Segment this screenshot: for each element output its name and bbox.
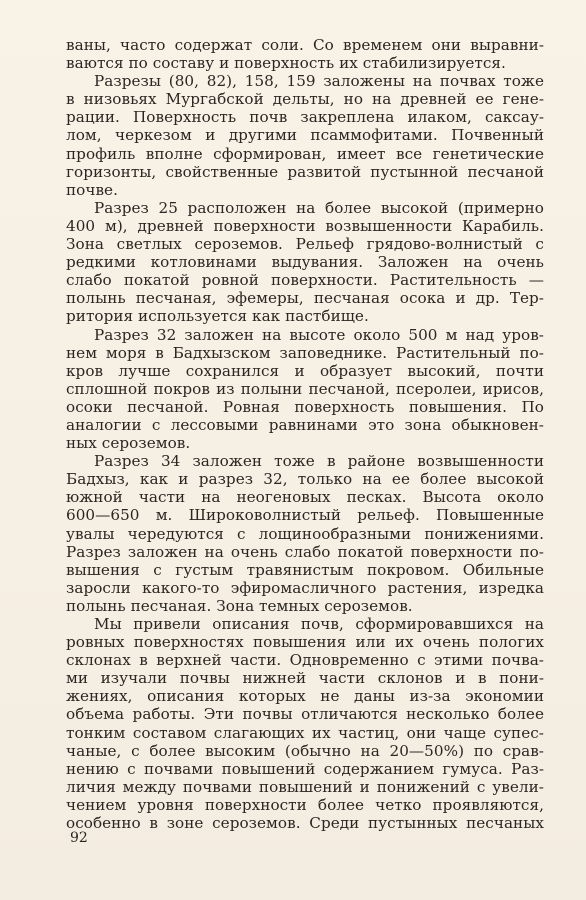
text-line: чением уровня поверхности более четко проявляются, — [66, 795, 544, 814]
text-line: нению с почвами повышений содержанием гумуса. Раз- — [66, 759, 544, 778]
text-line: ваны, часто содержат соли. Со временем они выравни- — [66, 36, 544, 54]
text-line: Мы привели описания почв, сформировавшихся на — [94, 615, 544, 633]
text-line: полынь песчаная. Зона темных сероземов. — [66, 596, 413, 615]
body-text — [66, 36, 544, 832]
text-line: в низовьях Мургабской дельты, но на древней ее гене- — [66, 90, 544, 109]
text-line: рации. Поверхность почв закреплена илаком, саксау- — [66, 108, 544, 127]
text-line: южной части на неогеновых песках. Высота около — [66, 488, 544, 507]
text-line: Бадхыз, как и разрез 32, только на ее более высокой — [66, 470, 544, 489]
text-line: редкими котловинами выдувания. Заложен на очень — [66, 253, 544, 272]
text-line: ровных поверхностях повышения или их очень пологих — [66, 633, 544, 652]
text-line: 600—650 м. Широковолнистый рельеф. Повышенные — [66, 506, 544, 525]
text-line: вышения с густым травянистым покровом. Обильные — [66, 560, 544, 579]
page-number: 92 — [70, 830, 88, 846]
text-line: кров лучше сохранился и образует высокий, почти — [66, 361, 544, 380]
text-line: осоки песчаной. Ровная поверхность повышения. По — [66, 397, 544, 416]
text-line: ных сероземов. — [66, 434, 191, 453]
text-line: горизонты, свойственные развитой пустынной песчаной — [66, 162, 544, 181]
text-line: Разрез заложен на очень слабо покатой поверхности по- — [66, 542, 544, 561]
text-line: профиль вполне сформирован, имеет все генетические — [66, 144, 544, 163]
text-line: Разрез 32 заложен на высоте около 500 м над уров- — [94, 325, 544, 344]
text-line: слабо покатой ровной поверхности. Растительность — — [66, 271, 544, 290]
text-line: чаные, с более высоким (обычно на 20—50%) по срав- — [66, 741, 544, 760]
text-line: ми изучали почвы нижней части склонов и в пони- — [66, 669, 544, 688]
text-line: 400 м), древней поверхности возвышенности Карабиль. — [66, 216, 544, 235]
text-line: лом, черкезом и другими псаммофитами. Почвенный — [66, 126, 544, 145]
text-line: сплошной покров из полыни песчаной, псеролеи, ирисов, — [66, 379, 544, 398]
text-line: ритория используется как пастбище. — [66, 307, 369, 326]
text-line: нем моря в Бадхызском заповеднике. Растительный по- — [66, 343, 544, 362]
text-line: заросли какого-то эфиромасличного растения, изредка — [66, 578, 544, 597]
text-line: объема работы. Эти почвы отличаются несколько более — [66, 705, 544, 724]
text-line: личия между почвами повышений и понижений с увели- — [66, 777, 544, 796]
text-line: склонах в верхней части. Одновременно с этими почва- — [66, 651, 544, 670]
text-line: Разрез 25 расположен на более высокой (примерно — [94, 198, 544, 217]
text-line: Разрез 34 заложен тоже в районе возвышенности — [94, 452, 544, 471]
text-line: жениях, описания которых не даны из-за экономии — [66, 687, 544, 706]
text-line: полынь песчаная, эфемеры, песчаная осока и др. Тер- — [66, 289, 544, 308]
text-line: Разрезы (80, 82), 158, 159 заложены на почвах тоже — [94, 72, 544, 91]
text-line: увалы чередуются с лощинообразными понижениями. — [66, 524, 544, 543]
text-line: Зона светлых сероземов. Рельеф грядово-волнистый с — [66, 235, 544, 254]
text-line: тонким составом слагающих их частиц, они чаще супес- — [66, 723, 544, 742]
text-line: почве. — [66, 180, 118, 199]
text-line: особенно в зоне сероземов. Среди пустынных песчаных — [66, 814, 544, 833]
text-line: аналогии с лессовыми равнинами это зона обыкновен- — [66, 415, 544, 434]
text-line: ваются по составу и поверхность их стабилизируется. — [66, 54, 506, 73]
